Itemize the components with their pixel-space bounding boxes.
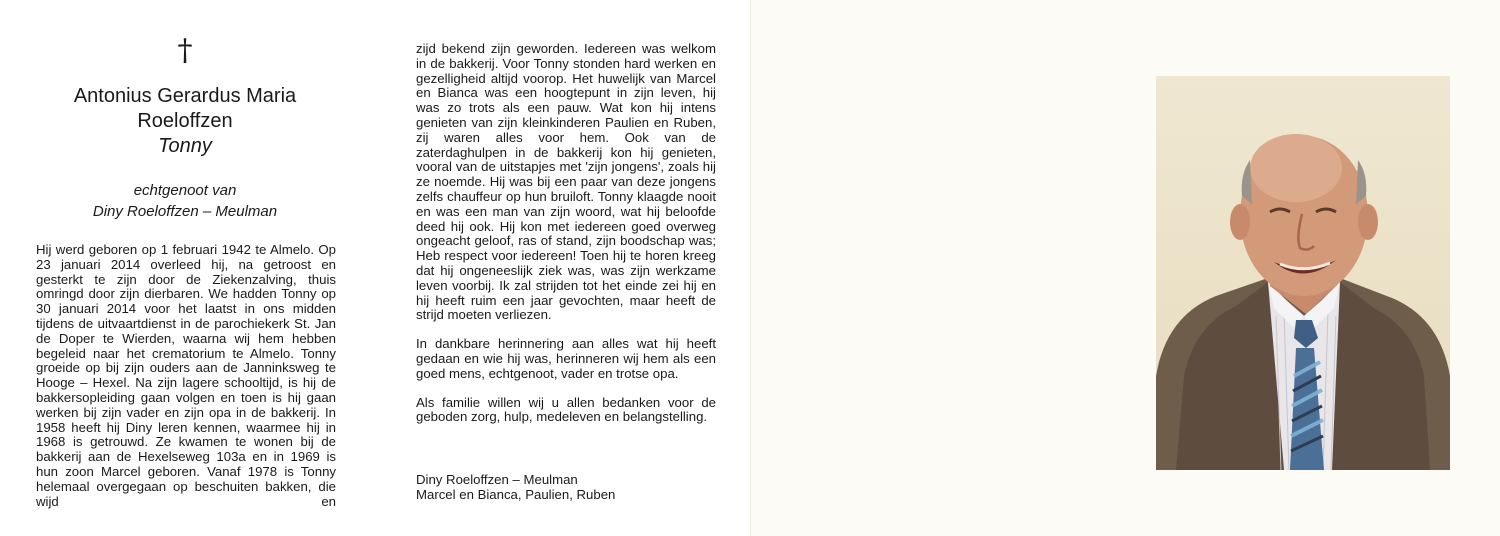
thanks-paragraph: Als familie willen wij u allen bedanken voor de geboden zorg, hulp, medeleven en belangstelling. bbox=[416, 394, 716, 425]
full-name-line-1: Antonius Gerardus Maria bbox=[73, 85, 297, 107]
portrait-illustration bbox=[1156, 76, 1450, 470]
spouse-name: Diny Roeloffzen – Meulman bbox=[92, 203, 278, 220]
spouse-block bbox=[35, 180, 335, 222]
remembrance-paragraph: In dankbare herinnering aan alles wat hij heeft gedaan en wie hij was, herinneren wij hem als een goed mens, echtgenoot, vader en trotse opa. bbox=[416, 336, 716, 381]
biography-paragraph-2: zijd bekend zijn geworden. Iedereen was welkom in de bakkerij. Voor Tonny stonden hard werken en gezelligheid altijd voorop. Het huwelijk van Marcel en Bianca was een hoogtepunt in zijn leven, hij was zo trots als een pauw. Wat kon hij intens genieten van zijn kleinkinderen Paulien en Ruben, zij waren alles voor hem. Ook van de zaterdaghulpen in de bakkerij kon hij genieten, vooral van de uitstapjes met 'zijn jongens', zoals hij ze noemde. Hij was bij een paar van deze jongens zelfs chauffeur op hun bruiloft. Tonny klaagde nooit en was een man van zijn woord, wat hij beloofde deed hij ook. Hij kon met iedereen goed overweg ongeacht geloof, ras of stand, zijn boodschap was; Heb respect voor iedereen! Toen hij te horen kreeg dat hij ongeneeslijk ziek was, was zijn werkzame leven voorbij. Ik zal strijden tot het einde zei hij en hij heeft ruim een jaar gevochten, maar heeft de strijd moeten verliezen. bbox=[416, 41, 716, 323]
signoff-line-2: Marcel en Bianca, Paulien, Ruben bbox=[416, 487, 616, 502]
biography-paragraph-1: Hij werd geboren op 1 februari 1942 te Almelo. Op 23 januari 2014 overleed hij, na getroost en gesterkt te zijn door de Ziekenzalving, thuis omringd door zijn dierbaren. We hadden Tonny op 30 januari 2014 voor het laatst in ons midden tijdens de uitvaartdienst in de parochiekerk St. Jan de Doper te Wierden, waarna wij hem hebben begeleid naar het crematorium te Almelo. Tonny groeide op bij zijn ouders aan de Janninksweg te Hooge – Hexel. Na zijn lagere schooltijd, is hij de bakkersopleiding gaan volgen en toen is hij gaan werken bij zijn vader en zijn opa in de bakkerij. In 1958 heeft hij Diny leren kennen, waarmee hij in 1968 is getrouwd. Ze kwamen te wonen bij de bakkerij aan de Hexelseweg 103a en in 1969 is hun zoon Marcel geboren. Vanaf 1978 is Tonny helemaal overgegaan op beschuiten bakken, die wijd en bbox=[36, 242, 336, 509]
nickname: Tonny bbox=[158, 135, 212, 157]
spouse-intro: echtgenoot van bbox=[133, 182, 237, 199]
name-heading bbox=[35, 84, 335, 159]
signoff-line-1: Diny Roeloffzen – Meulman bbox=[416, 472, 578, 487]
signoff bbox=[416, 472, 716, 502]
biography-column-1 bbox=[36, 243, 336, 523]
full-name-line-2: Roeloffzen bbox=[137, 110, 233, 132]
biography-column-2 bbox=[416, 42, 716, 439]
portrait-photo bbox=[1156, 76, 1450, 470]
cross-icon: † bbox=[177, 33, 193, 68]
